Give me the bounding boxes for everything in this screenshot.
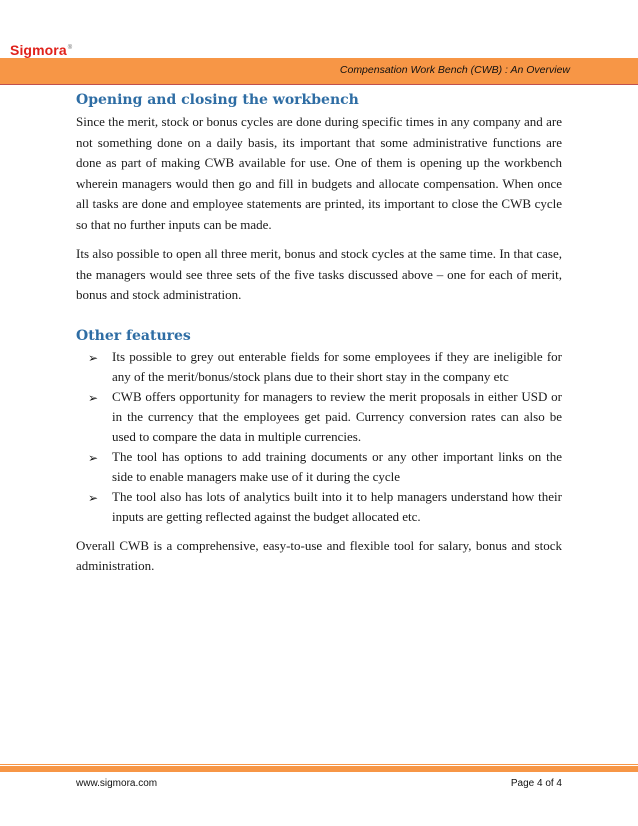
arrow-bullet-icon: ➢ — [88, 450, 99, 465]
header-divider — [0, 84, 638, 85]
page-number: Page 4 of 4 — [510, 778, 562, 789]
features-list — [76, 347, 562, 527]
list-item — [76, 487, 562, 527]
section-heading-other-features: Other features — [76, 327, 191, 344]
registered-mark: ® — [67, 45, 73, 51]
document-title: Compensation Work Bench (CWB) : An Overview — [339, 64, 570, 76]
arrow-bullet-icon: ➢ — [88, 350, 99, 365]
list-item-text: The tool also has lots of analytics built into it to help managers understand how their inputs are getting reflected against the budget allocated etc. — [112, 488, 562, 524]
company-logo — [10, 42, 72, 58]
section-heading-opening: Opening and closing the workbench — [76, 92, 359, 108]
arrow-bullet-icon: ➢ — [88, 390, 99, 405]
footer-website: www.sigmora.com — [76, 778, 158, 789]
list-item-text: Its possible to grey out enterable fields for some employees if they are ineligible for any of the merit/bonus/stock plans due to their short stay in the company etc — [112, 348, 562, 384]
list-item-text: CWB offers opportunity for managers to review the merit proposals in either USD or in the currency that the employees get paid. Currency conversion rates can also be used to compare the data in multiple currencies. — [112, 388, 562, 444]
paragraph-opening-2: Its also possible to open all three merit, bonus and stock cycles at the same time. In that case, the managers would see three sets of the five tasks discussed above – one for each of merit, bonus and stock administration. — [76, 246, 562, 302]
list-item-text: The tool has options to add training documents or any other important links on the side to enable managers make use of it during the cycle — [112, 448, 562, 484]
logo-text: Sigmora — [10, 42, 67, 58]
footer-divider — [0, 764, 638, 765]
paragraph-conclusion: Overall CWB is a comprehensive, easy-to-use and flexible tool for salary, bonus and stock administration. — [76, 537, 562, 573]
list-item — [76, 387, 562, 447]
page-content — [76, 88, 562, 586]
paragraph-opening-1: Since the merit, stock or bonus cycles are done during specific times in any company and are not something done on a daily basis, its important that some administrative functions are done as part of making CWB available for use. One of them is opening up the workbench wherein managers would then go and fill in budgets and allocate compensation. When once all tasks are done and employee statements are printed, its important to close the CWB cycle so that no further inputs can be made. — [76, 114, 562, 232]
footer-bar — [0, 766, 638, 772]
list-item — [76, 447, 562, 487]
list-item — [76, 347, 562, 387]
arrow-bullet-icon: ➢ — [88, 490, 99, 505]
